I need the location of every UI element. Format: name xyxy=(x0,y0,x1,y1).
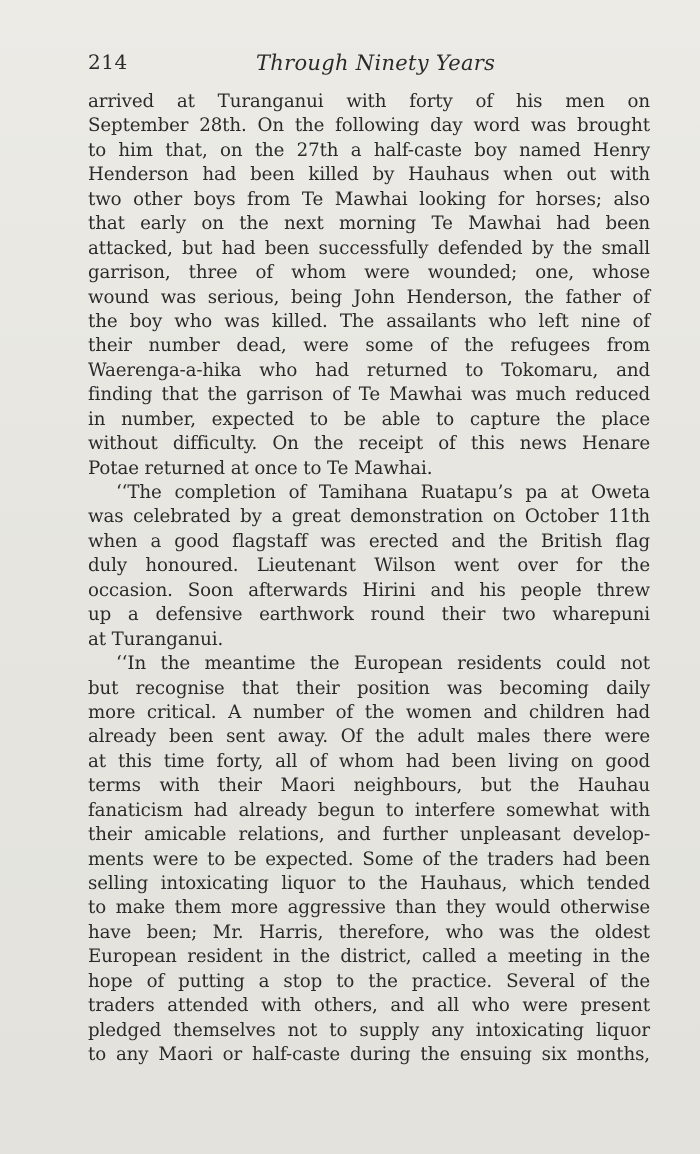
text-line: September 28th. On the following day word was brought xyxy=(88,115,650,137)
text-line: duly honoured. Lieutenant Wilson went over for the xyxy=(88,555,650,577)
body-text xyxy=(88,90,650,1068)
text-line: ‘‘The completion of Tamihana Ruatapu’s pa at Oweta xyxy=(116,482,650,503)
text-line: selling intoxicating liquor to the Hauhaus, which tended xyxy=(88,873,650,894)
text-line: when a good flagstaff was erected and the British flag xyxy=(88,530,650,552)
text-line: garrison, three of whom were wounded; one, whose xyxy=(88,262,650,284)
text-line: but recognise that their position was becoming daily xyxy=(88,677,650,699)
text-line: Henderson had been killed by Hauhaus when out with xyxy=(88,164,650,186)
text-line: that early on the next morning Te Mawhai had been xyxy=(88,213,650,235)
text-line: their number dead, were some of the refugees from xyxy=(88,335,650,357)
running-title: Through Ninety Years xyxy=(256,51,496,75)
text-line: already been sent away. Of the adult males there were xyxy=(88,726,650,748)
text-line: up a defensive earthwork round their two wharepuni xyxy=(88,604,650,626)
paragraph xyxy=(88,481,650,652)
text-line: finding that the garrison of Te Mawhai was much reduced xyxy=(88,384,650,406)
text-line: Potae returned at once to Te Mawhai. xyxy=(88,457,433,479)
text-line: hope of putting a stop to the practice. Several of the xyxy=(88,970,650,992)
text-line: arrived at Turanganui with forty of his men on xyxy=(88,91,650,112)
paragraph xyxy=(88,652,650,1067)
text-line: pledged themselves not to supply any intoxicating liquor xyxy=(88,1019,650,1041)
text-line: terms with their Maori neighbours, but the Hauhau xyxy=(88,775,650,797)
page-header xyxy=(88,46,652,80)
text-line: was celebrated by a great demonstration on October 11th xyxy=(88,506,650,528)
text-line: to him that, on the 27th a half-caste boy named Henry xyxy=(88,139,650,161)
text-line: in number, expected to be able to capture the place xyxy=(88,408,650,430)
text-line: traders attended with others, and all who were present xyxy=(88,995,650,1017)
page-number: 214 xyxy=(88,50,128,74)
text-line: two other boys from Te Mawhai looking for horses; also xyxy=(88,188,650,210)
text-line: wound was serious, being John Henderson, the father of xyxy=(88,286,650,308)
text-line: attacked, but had been successfully defended by the small xyxy=(88,237,650,259)
text-line: European resident in the district, called a meeting in the xyxy=(88,946,650,968)
text-line: ments were to be expected. Some of the traders had been xyxy=(88,848,650,870)
text-line: at this time forty, all of whom had been living on good xyxy=(88,750,650,772)
text-line: Waerenga-a-hika who had returned to Tokomaru, and xyxy=(88,359,650,381)
text-line: the boy who was killed. The assailants who left nine of xyxy=(88,310,650,332)
text-line: to make them more aggressive than they would otherwise xyxy=(88,897,650,919)
text-line: their amicable relations, and further unpleasant develop- xyxy=(88,824,650,846)
text-line: more critical. A number of the women and children had xyxy=(88,701,650,723)
text-line: ‘‘In the meantime the European residents could not xyxy=(116,653,650,675)
text-line: to any Maori or half-caste during the ensuing six months, xyxy=(88,1044,650,1066)
paragraph xyxy=(88,90,650,481)
text-line: occasion. Soon afterwards Hirini and his people threw xyxy=(88,579,650,601)
text-line: at Turanganui. xyxy=(88,628,224,650)
text-line: have been; Mr. Harris, therefore, who was the oldest xyxy=(88,921,650,943)
text-line: without difficulty. On the receipt of this news Henare xyxy=(88,433,650,455)
text-line: fanaticism had already begun to interfere somewhat with xyxy=(88,799,650,821)
